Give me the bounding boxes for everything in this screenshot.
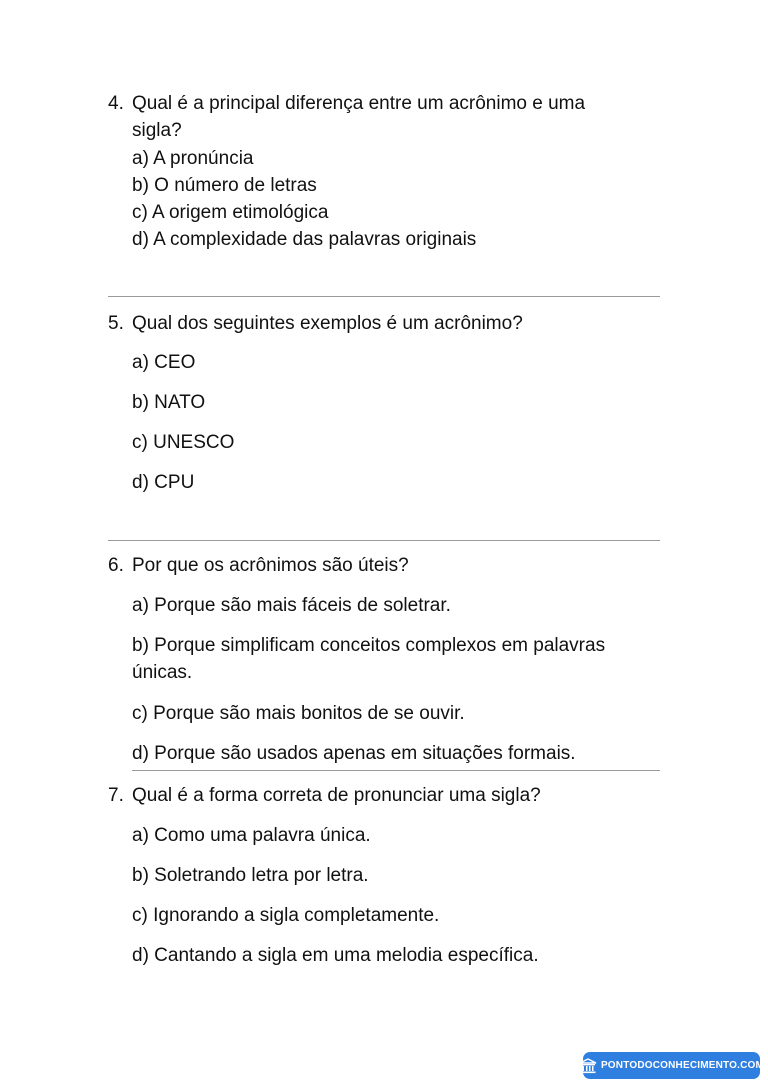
option-b: b) NATO — [132, 392, 206, 413]
divider — [108, 296, 660, 297]
option-a: a) Porque são mais fáceis de soletrar. — [132, 595, 451, 616]
option-d: d) A complexidade das palavras originais — [132, 229, 477, 250]
question-7 — [108, 782, 668, 809]
question-number: 5. — [108, 313, 124, 334]
option-b: b) Porque simplificam conceitos complexos em palavras — [132, 635, 606, 656]
question-stem: Por que os acrônimos são úteis? — [132, 555, 409, 576]
question-stem: Qual é a principal diferença entre um acrônimo e uma — [132, 93, 586, 114]
option-d: d) CPU — [132, 472, 195, 493]
question-number: 7. — [108, 785, 124, 806]
question-stem: Qual dos seguintes exemplos é um acrônimo? — [132, 313, 523, 334]
option-c: c) UNESCO — [132, 432, 235, 453]
question-stem: Qual é a forma correta de pronunciar uma sigla? — [132, 785, 541, 806]
brand-label: PONTODOCONHECIMENTO.COM — [600, 1060, 765, 1071]
question-stem-continued: sigla? — [132, 120, 182, 141]
option-b: b) O número de letras — [132, 175, 317, 196]
option-a: a) Como uma palavra única. — [132, 825, 371, 846]
question-5 — [108, 310, 668, 337]
option-a: a) CEO — [132, 352, 196, 373]
brand-badge[interactable] — [583, 1052, 765, 1079]
option-b: b) Soletrando letra por letra. — [132, 865, 369, 886]
option-c: c) Porque são mais bonitos de se ouvir. — [132, 703, 465, 724]
option-b-continued: únicas. — [132, 662, 193, 683]
option-d: d) Porque são usados apenas em situações formais. — [132, 743, 576, 764]
option-a: a) A pronúncia — [132, 148, 254, 169]
question-6 — [108, 552, 668, 579]
question-number: 4. — [108, 93, 124, 114]
option-d: d) Cantando a sigla em uma melodia específica. — [132, 945, 539, 966]
option-c: c) A origem etimológica — [132, 202, 329, 223]
question-number: 6. — [108, 555, 124, 576]
divider — [132, 770, 660, 771]
divider — [108, 540, 660, 541]
school-building-icon — [579, 1058, 597, 1074]
option-c: c) Ignorando a sigla completamente. — [132, 905, 440, 926]
question-4 — [108, 90, 668, 144]
